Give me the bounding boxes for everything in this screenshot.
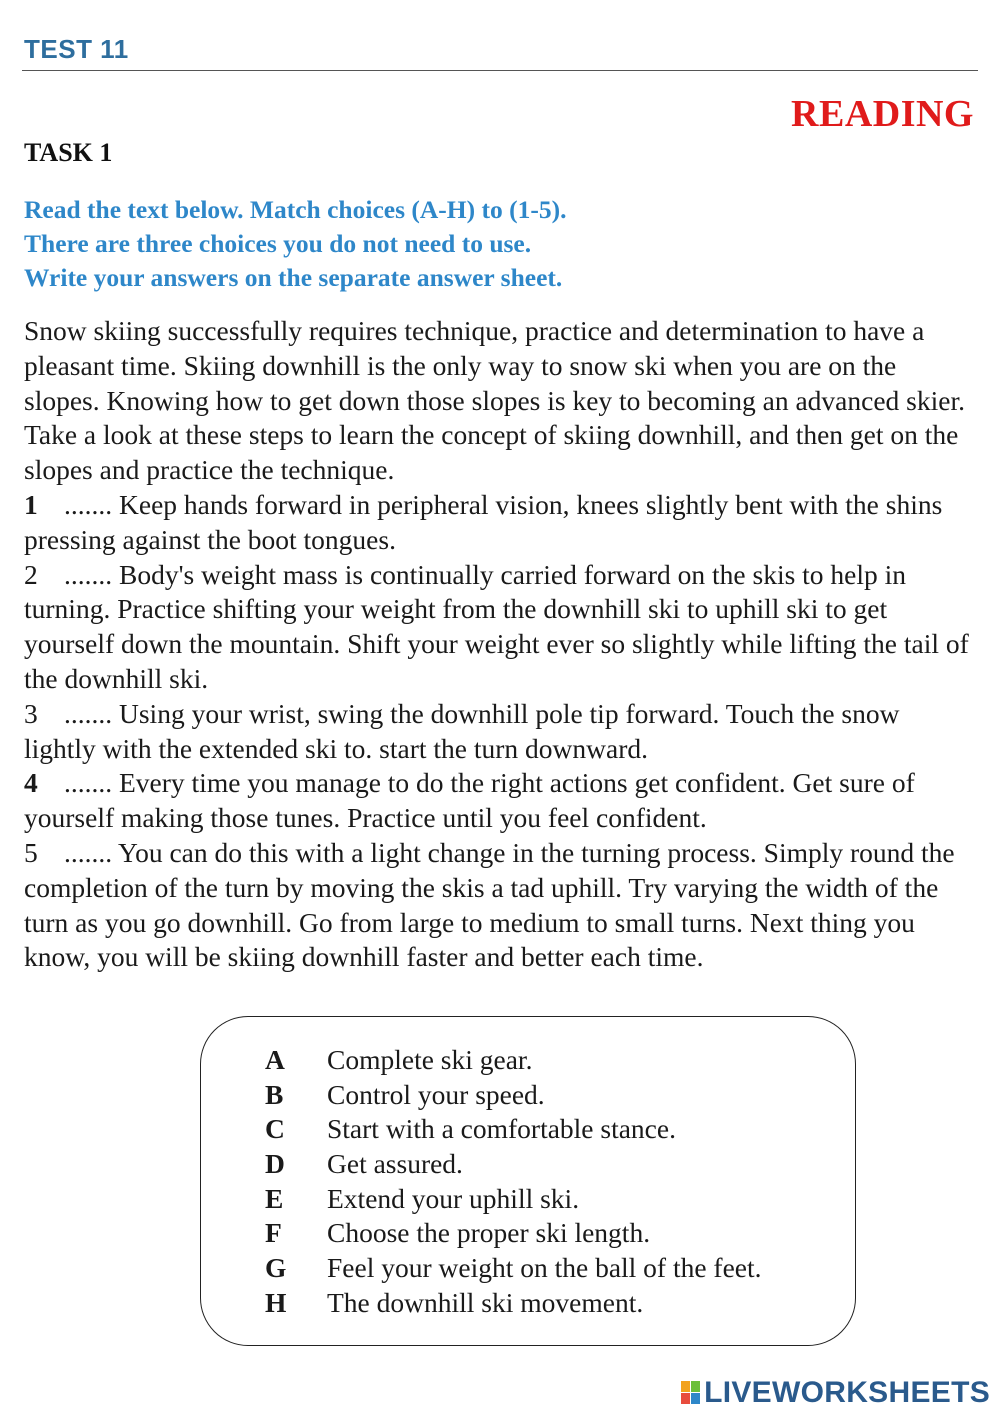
choice-text: Control your speed. <box>327 1078 545 1110</box>
liveworksheets-logo <box>681 1376 990 1410</box>
choices-list <box>265 1043 845 1321</box>
item-number: 5 <box>24 836 38 868</box>
task-instructions <box>24 193 964 295</box>
item-text: Keep hands forward in peripheral vision, knees slightly bent with the shins pressing against the boot tongues. <box>24 488 943 555</box>
instruction-line: Read the text below. Match choices (A-H) to (1-5). <box>24 195 567 224</box>
answer-blank[interactable]: ....... <box>64 558 113 590</box>
reading-passage <box>24 314 972 975</box>
passage-item <box>24 558 972 697</box>
choice-letter: F <box>265 1217 282 1249</box>
item-text: Every time you manage to do the right actions get confident. Get sure of yourself making those tunes. Practice until you feel confident. <box>24 767 915 834</box>
answer-blank[interactable]: ....... <box>64 488 113 520</box>
answer-blank[interactable]: ....... <box>64 697 113 729</box>
task-title: TASK 1 <box>24 138 113 167</box>
choice-text: Choose the proper ski length. <box>327 1217 651 1249</box>
section-title: READING <box>791 93 974 135</box>
item-number: 3 <box>24 697 38 729</box>
choice-letter: A <box>265 1044 285 1075</box>
instruction-line: There are three choices you do not need to use. <box>24 229 532 258</box>
choice-letter: C <box>265 1113 285 1145</box>
instruction-line: Write your answers on the separate answer sheet. <box>24 263 563 292</box>
choice-item <box>265 1147 845 1182</box>
choice-text: Complete ski gear. <box>327 1044 533 1075</box>
choice-letter: D <box>265 1148 285 1180</box>
choice-letter: E <box>265 1182 284 1214</box>
item-text: Body's weight mass is continually carried forward on the skis to help in turning. Practice shifting your weight from the downhill ski to uphill ski to get yourself down the mountain. Shift your weight ever so slightly while lifting the tail of the downhill ski. <box>24 558 969 694</box>
choice-letter: G <box>265 1252 287 1284</box>
header-divider <box>22 70 978 71</box>
choice-text: Feel your weight on the ball of the feet. <box>327 1252 762 1284</box>
brand-name: LIVEWORKSHEETS <box>704 1376 990 1409</box>
choice-item <box>265 1182 845 1217</box>
liveworksheets-icon <box>681 1381 701 1405</box>
choice-letter: B <box>265 1078 284 1110</box>
choice-item <box>265 1043 845 1078</box>
item-number: 1 <box>24 488 38 520</box>
choice-item <box>265 1251 845 1286</box>
passage-intro: Snow skiing successfully requires technique, practice and determination to have a pleasant time. Skiing downhill is the only way to snow ski when you are on the slopes. Knowing how to get down those slopes is key to becoming an advanced skier. Take a look at these steps to learn the concept of skiing downhill, and then get on the slopes and practice the technique. <box>24 315 965 486</box>
choice-text: Start with a comfortable stance. <box>327 1113 676 1145</box>
answer-blank[interactable]: ....... <box>64 767 113 799</box>
answer-blank[interactable]: ....... <box>64 836 113 868</box>
item-number: 4 <box>24 767 38 799</box>
choices-box <box>200 1016 856 1346</box>
item-text: Using your wrist, swing the downhill pole tip forward. Touch the snow lightly with the extended ski to. start the turn downward. <box>24 697 900 764</box>
choice-letter: H <box>265 1286 287 1318</box>
test-title: TEST 11 <box>24 34 129 64</box>
item-number: 2 <box>24 558 38 590</box>
choice-item <box>265 1286 845 1321</box>
choice-item <box>265 1112 845 1147</box>
choice-text: Get assured. <box>327 1148 463 1180</box>
passage-item <box>24 836 972 975</box>
choice-item <box>265 1078 845 1113</box>
item-text: You can do this with a light change in the turning process. Simply round the completion of the turn by moving the skis a tad uphill. Try varying the width of the turn as you go downhill. Go from large to medium to small turns. Next thing you know, you will be skiing downhill faster and better each time. <box>24 836 955 973</box>
passage-item <box>24 488 972 558</box>
passage-item <box>24 697 972 767</box>
choice-text: Extend your uphill ski. <box>327 1182 580 1214</box>
choice-item <box>265 1216 845 1251</box>
choice-text: The downhill ski movement. <box>327 1286 644 1318</box>
passage-item <box>24 766 972 836</box>
